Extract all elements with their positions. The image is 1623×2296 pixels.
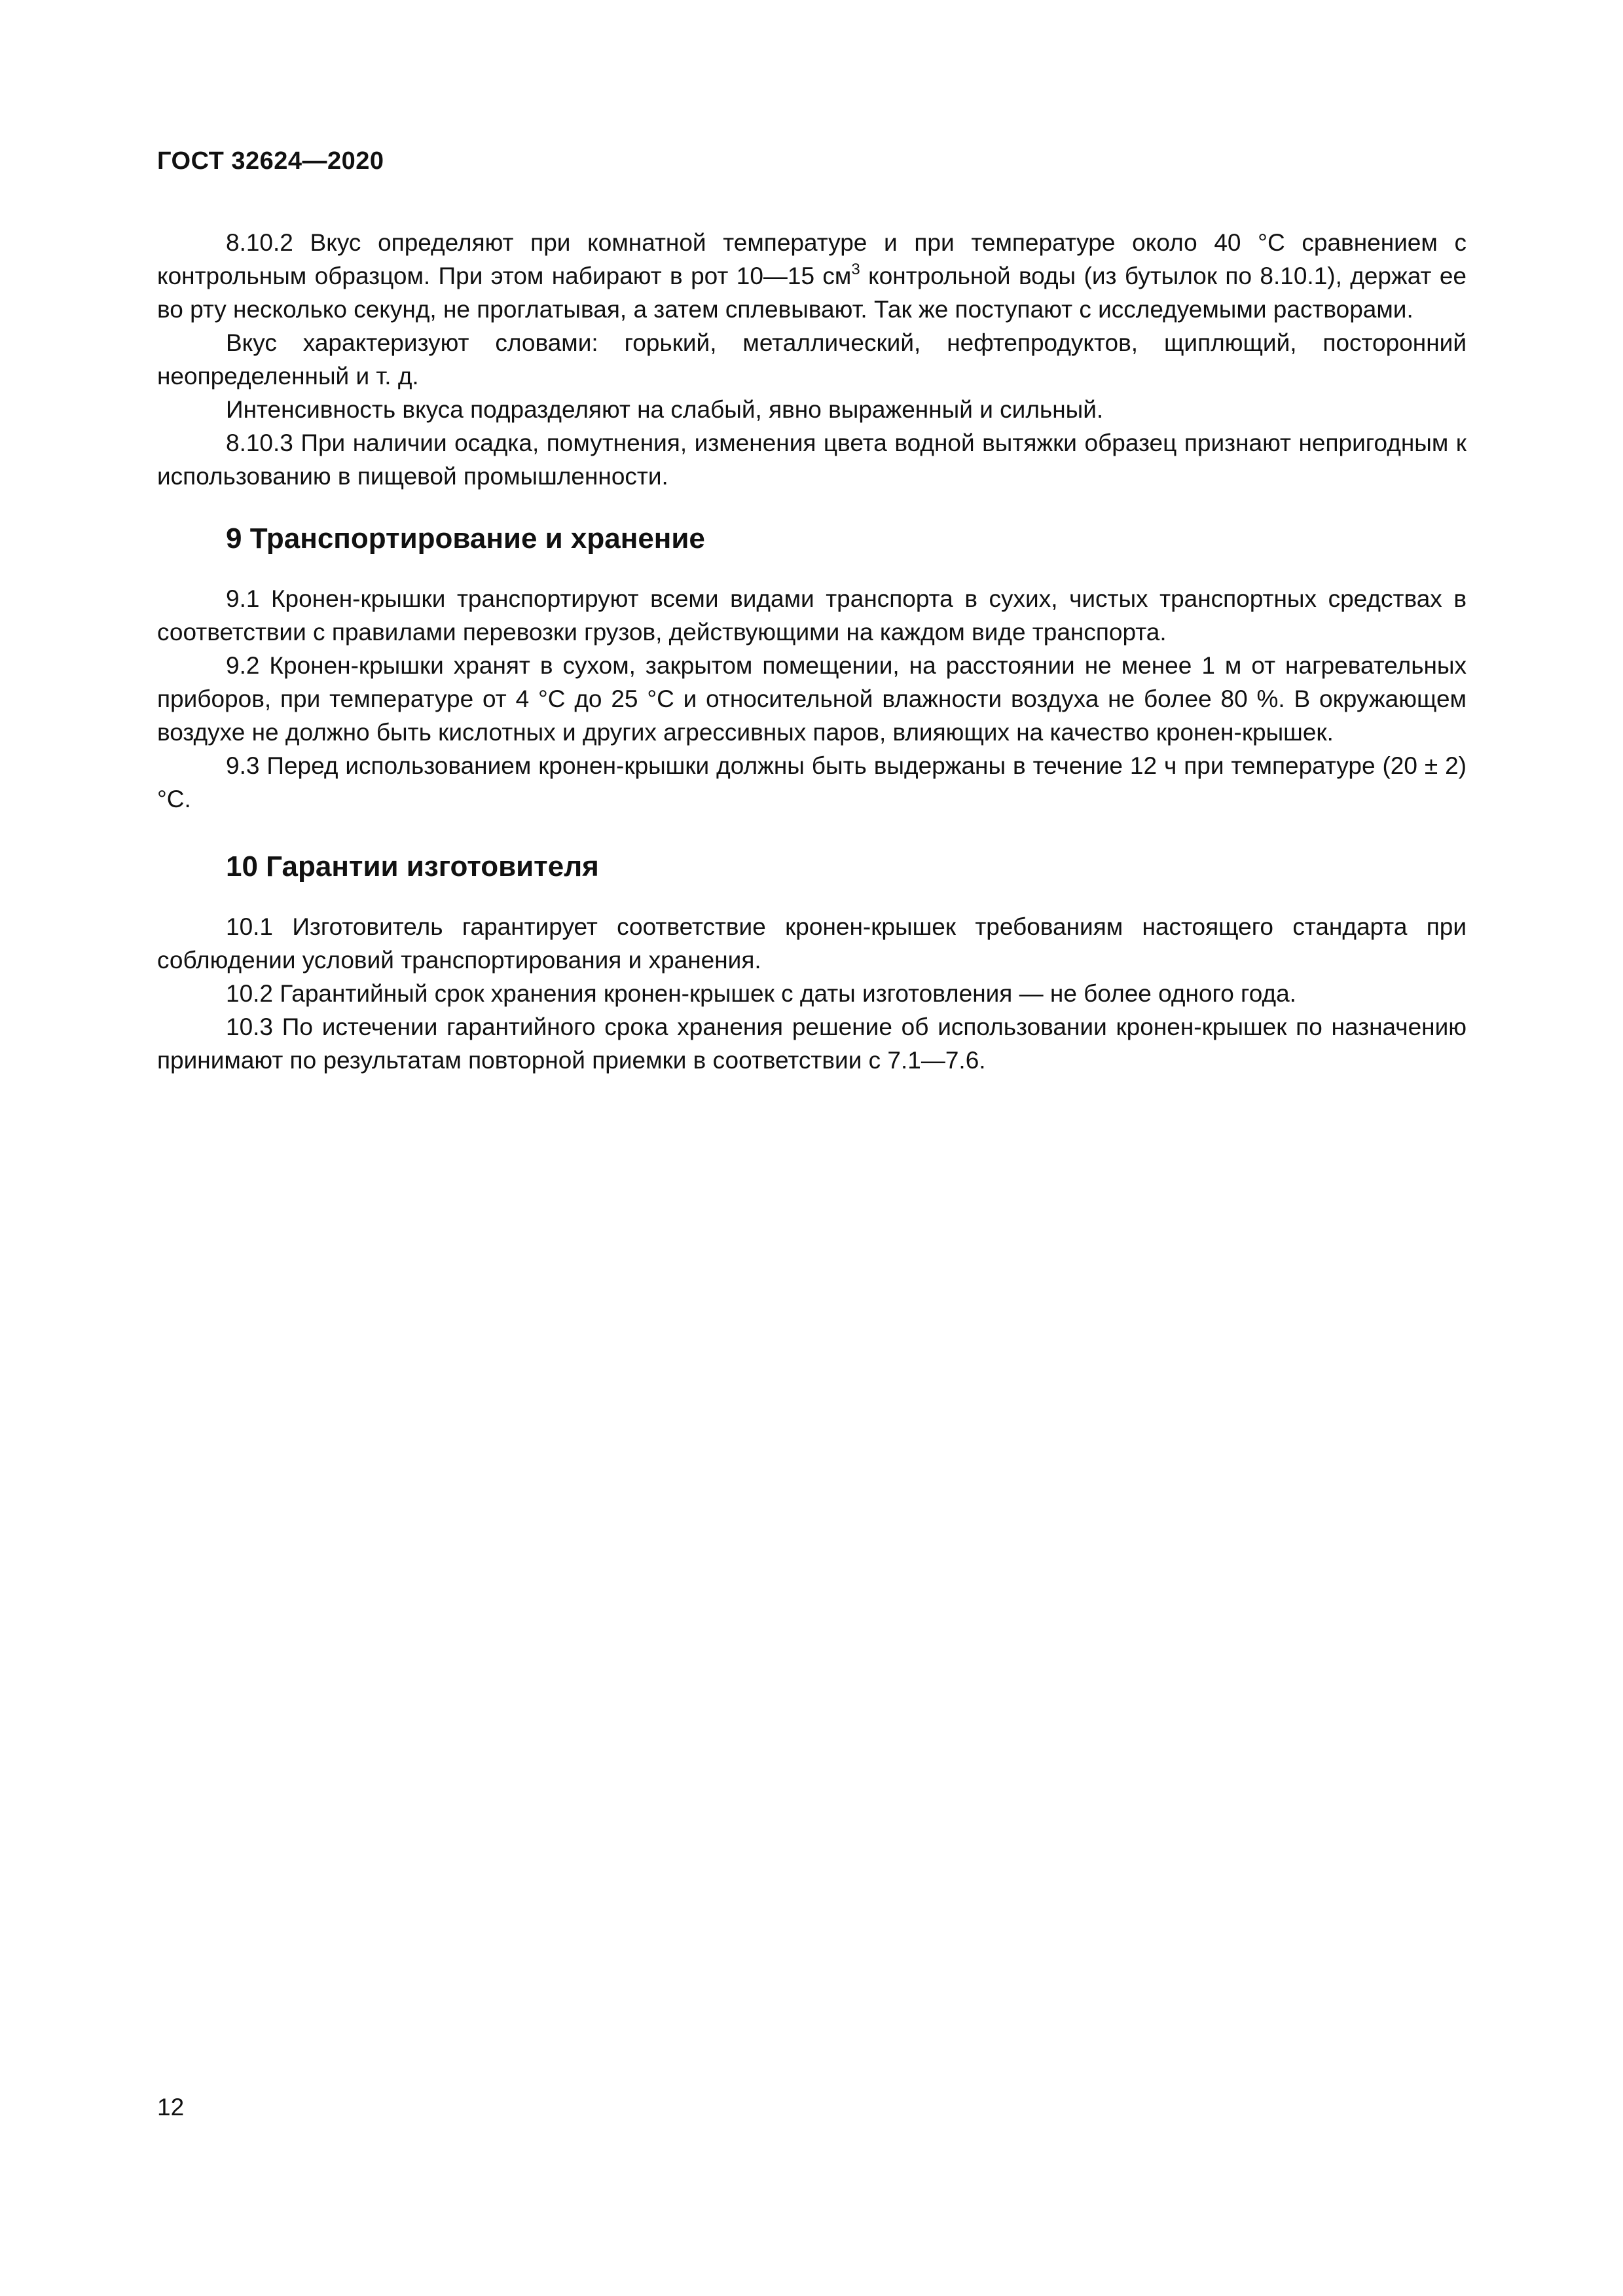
section-10-body bbox=[157, 910, 1467, 1077]
section-8-continuation bbox=[157, 226, 1467, 493]
paragraph-taste-words: Вкус характеризуют словами: горький, металлический, нефтепродуктов, щиплющий, посторонний неопределенный и т. д. bbox=[157, 329, 1467, 390]
paragraph-taste-intensity: Интенсивность вкуса подразделяют на слабый, явно выраженный и сильный. bbox=[226, 396, 1104, 423]
paragraph-10-1: 10.1 Изготовитель гарантирует соответствие кронен-крышек требованиям настоящего стандарта при соблюдении условий транспортирования и хранения. bbox=[157, 913, 1467, 974]
paragraph-10-2: 10.2 Гарантийный срок хранения кронен-крышек с даты изготовления — не более одного года. bbox=[226, 980, 1296, 1007]
page-number: 12 bbox=[157, 2094, 185, 2121]
paragraph-9-2: 9.2 Кронен-крышки хранят в сухом, закрытом помещении, на расстоянии не менее 1 м от нагревательных приборов, при температуре от 4 °С до 25 °С и относительной влажности воздуха не более 80 %. В окружающем воздухе не должно быть кислотных и других агрессивных паров, влияющих на качество кронен-крышек. bbox=[157, 652, 1467, 746]
document-body bbox=[157, 226, 1467, 1077]
section-10-title: 10 Гарантии изготовителя bbox=[226, 850, 599, 883]
document-code-header: ГОСТ 32624—2020 bbox=[157, 147, 384, 175]
superscript-cubic: 3 bbox=[851, 260, 860, 278]
paragraph-8-10-2-text-end: контрольной воды (из бутылок по 8.10.1), держат ее во рту несколько секунд, не проглатывая, а затем сплевывают. Так же поступают с исследуемыми растворами. bbox=[157, 263, 1467, 323]
paragraph-10-3: 10.3 По истечении гарантийного срока хранения решение об использовании кронен-крышек по назначению принимают по результатам повторной приемки в соответствии с 7.1—7.6. bbox=[157, 1013, 1467, 1074]
section-9-body bbox=[157, 582, 1467, 816]
paragraph-9-3: 9.3 Перед использованием кронен-крышки должны быть выдержаны в течение 12 ч при температуре (20 ± 2) °С. bbox=[157, 752, 1467, 812]
paragraph-8-10-2-text-start: 8.10.2 Вкус определяют при комнатной температуре и при температуре около 40 °С сравнением с контрольным образцом. При этом набирают в рот 10—15 см bbox=[157, 229, 1467, 289]
section-9-title: 9 Транспортирование и хранение bbox=[226, 522, 705, 555]
paragraph-9-1: 9.1 Кронен-крышки транспортируют всеми видами транспорта в сухих, чистых транспортных средствах в соответствии с правилами перевозки грузов, действующими на каждом виде транспорта. bbox=[157, 585, 1467, 646]
paragraph-8-10-2 bbox=[157, 226, 1467, 326]
paragraph-8-10-3: 8.10.3 При наличии осадка, помутнения, изменения цвета водной вытяжки образец признают непригодным к использованию в пищевой промышленности. bbox=[157, 429, 1467, 490]
